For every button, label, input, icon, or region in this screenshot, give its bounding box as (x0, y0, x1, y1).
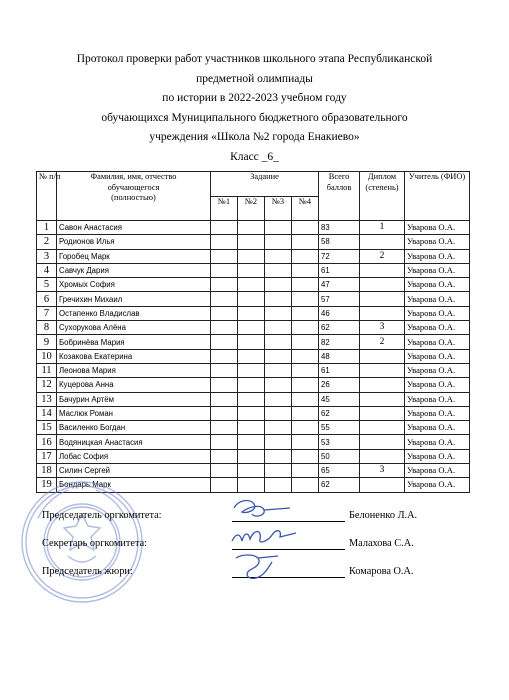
total-score: 26 (319, 378, 360, 392)
student-name: Силин Сергей (57, 464, 211, 478)
table-row (37, 306, 470, 320)
task-2-score (238, 378, 265, 392)
student-name: Горобец Марк (57, 249, 211, 263)
student-name: Хромых София (57, 278, 211, 292)
diploma-degree (360, 435, 405, 449)
task-1-score (211, 335, 238, 349)
task-4-score (292, 392, 319, 406)
teacher-name: Уварова О.А. (405, 435, 470, 449)
header-name (57, 172, 211, 221)
task-1-score (211, 392, 238, 406)
task-4-score (292, 435, 319, 449)
task-3-score (265, 378, 292, 392)
task-4-score (292, 306, 319, 320)
task-4-score (292, 263, 319, 277)
row-number: 3 (37, 249, 57, 263)
task-4-score (292, 464, 319, 478)
task-1-score (211, 464, 238, 478)
total-score: 55 (319, 421, 360, 435)
student-name: Родионов Илья (57, 235, 211, 249)
total-score: 61 (319, 263, 360, 277)
row-number: 4 (37, 263, 57, 277)
student-name: Лобас София (57, 449, 211, 463)
row-number: 14 (37, 406, 57, 420)
header-name-line-2: обучающегося (107, 182, 160, 192)
task-1-score (211, 406, 238, 420)
task-4-score (292, 249, 319, 263)
teacher-name: Уварова О.А. (405, 335, 470, 349)
header-teacher: Учитель (ФИО) (405, 172, 470, 221)
table-body (37, 221, 470, 493)
diploma-degree (360, 263, 405, 277)
task-2-score (238, 278, 265, 292)
task-1-score (211, 292, 238, 306)
task-4-score (292, 335, 319, 349)
row-number: 2 (37, 235, 57, 249)
task-1-score (211, 263, 238, 277)
table-row (37, 406, 470, 420)
task-2-score (238, 292, 265, 306)
teacher-name: Уварова О.А. (405, 292, 470, 306)
task-2-score (238, 235, 265, 249)
task-2-score (238, 221, 265, 235)
table-row (37, 278, 470, 292)
total-score: 83 (319, 221, 360, 235)
task-3-score (265, 421, 292, 435)
diploma-degree (360, 349, 405, 363)
task-4-score (292, 278, 319, 292)
student-name: Леонова Мария (57, 363, 211, 377)
header-num: № п/п (37, 172, 57, 221)
total-score: 62 (319, 478, 360, 492)
task-2-score (238, 406, 265, 420)
total-score: 62 (319, 406, 360, 420)
row-number: 5 (37, 278, 57, 292)
task-3-score (265, 235, 292, 249)
task-1-score (211, 363, 238, 377)
task-2-score (238, 421, 265, 435)
teacher-name: Уварова О.А. (405, 221, 470, 235)
task-3-score (265, 335, 292, 349)
task-2-score (238, 363, 265, 377)
header-line-1: Протокол проверки работ участников школьного этапа Республиканской (76, 53, 433, 65)
task-1-score (211, 249, 238, 263)
task-2-score (238, 263, 265, 277)
diploma-degree (360, 292, 405, 306)
diploma-degree (360, 392, 405, 406)
teacher-name: Уварова О.А. (405, 321, 470, 335)
diploma-degree (360, 478, 405, 492)
task-3-score (265, 478, 292, 492)
total-score: 53 (319, 435, 360, 449)
teacher-name: Уварова О.А. (405, 263, 470, 277)
header-name-line-1: Фамилия, имя, отчество (90, 172, 177, 181)
row-number: 8 (37, 321, 57, 335)
student-name: Гречихин Михаил (57, 292, 211, 306)
task-4-score (292, 449, 319, 463)
student-name: Василенко Богдан (57, 421, 211, 435)
task-3-score (265, 363, 292, 377)
table-row (37, 449, 470, 463)
total-score: 61 (319, 363, 360, 377)
total-score: 46 (319, 306, 360, 320)
row-number: 16 (37, 435, 57, 449)
student-name: Маслюк Роман (57, 406, 211, 420)
row-number: 15 (37, 421, 57, 435)
header-diploma (360, 172, 405, 221)
student-name: Бондарь Марк (57, 478, 211, 492)
student-name: Водяницкая Анастасия (57, 435, 211, 449)
task-4-score (292, 363, 319, 377)
table-row (37, 321, 470, 335)
task-4-score (292, 349, 319, 363)
teacher-name: Уварова О.А. (405, 464, 470, 478)
task-2-score (238, 464, 265, 478)
task-3-score (265, 321, 292, 335)
task-2-score (238, 349, 265, 363)
teacher-name: Уварова О.А. (405, 392, 470, 406)
task-1-score (211, 306, 238, 320)
teacher-name: Уварова О.А. (405, 406, 470, 420)
row-number: 11 (37, 363, 57, 377)
diploma-degree: 3 (360, 321, 405, 335)
task-2-score (238, 249, 265, 263)
table-row (37, 349, 470, 363)
student-name: Куцерова Анна (57, 378, 211, 392)
total-score: 62 (319, 321, 360, 335)
signature-person: Малахова С.А. (349, 538, 414, 549)
teacher-name: Уварова О.А. (405, 278, 470, 292)
student-name: Козакова Екатерина (57, 349, 211, 363)
document-header (0, 50, 509, 168)
results-table (36, 171, 470, 493)
diploma-degree: 3 (360, 464, 405, 478)
task-3-score (265, 406, 292, 420)
row-number: 19 (37, 478, 57, 492)
signature-role: Секретарь оргкомитета: (42, 538, 148, 549)
student-name: Савчук Дария (57, 263, 211, 277)
diploma-degree: 2 (360, 249, 405, 263)
total-score: 45 (319, 392, 360, 406)
header-task: Задание (211, 172, 319, 197)
row-number: 10 (37, 349, 57, 363)
student-name: Савон Анастасия (57, 221, 211, 235)
header-line-3: по истории в 2022-2023 учебном году (162, 92, 347, 105)
diploma-degree (360, 406, 405, 420)
header-total-line-1: Всего (328, 172, 350, 181)
task-1-score (211, 449, 238, 463)
task-3-score (265, 435, 292, 449)
task-1-score (211, 278, 238, 292)
teacher-name: Уварова О.А. (405, 478, 470, 492)
teacher-name: Уварова О.А. (405, 449, 470, 463)
total-score: 72 (319, 249, 360, 263)
teacher-name: Уварова О.А. (405, 235, 470, 249)
class-label: Класс _6_ (230, 150, 279, 163)
diploma-degree (360, 278, 405, 292)
task-3-score (265, 292, 292, 306)
student-name: Бобринёва Мария (57, 335, 211, 349)
task-4-score (292, 321, 319, 335)
task-4-score (292, 421, 319, 435)
task-4-score (292, 378, 319, 392)
teacher-name: Уварова О.А. (405, 363, 470, 377)
total-score: 48 (319, 349, 360, 363)
header-name-line-3: (полностью) (111, 193, 156, 202)
table-row (37, 235, 470, 249)
header-line-2: предметной олимпиады (196, 72, 313, 85)
task-3-score (265, 263, 292, 277)
task-2-score (238, 321, 265, 335)
task-4-score (292, 221, 319, 235)
row-number: 17 (37, 449, 57, 463)
table-row (37, 392, 470, 406)
total-score: 58 (319, 235, 360, 249)
task-2-score (238, 435, 265, 449)
teacher-name: Уварова О.А. (405, 421, 470, 435)
signature-role: Председатель оргкомитета: (42, 510, 162, 521)
student-name: Сухорукова Алёна (57, 321, 211, 335)
task-3-score (265, 392, 292, 406)
task-1-score (211, 235, 238, 249)
signature-person: Комарова О.А. (349, 566, 414, 577)
task-3-score (265, 464, 292, 478)
teacher-name: Уварова О.А. (405, 378, 470, 392)
student-name: Остапенко Владислав (57, 306, 211, 320)
diploma-degree (360, 378, 405, 392)
task-2-score (238, 392, 265, 406)
task-1-score (211, 435, 238, 449)
handwritten-signature-jury (228, 550, 288, 584)
header-diploma-line-1: Диплом (367, 172, 397, 181)
task-4-score (292, 478, 319, 492)
diploma-degree (360, 363, 405, 377)
task-1-score (211, 478, 238, 492)
teacher-name: Уварова О.А. (405, 249, 470, 263)
task-3-score (265, 278, 292, 292)
row-number: 13 (37, 392, 57, 406)
task-2-score (238, 306, 265, 320)
task-4-score (292, 292, 319, 306)
table-row (37, 292, 470, 306)
task-3-score (265, 449, 292, 463)
signature-role: Председатель жюри: (42, 566, 133, 577)
header-line-4: обучающихся Муниципального бюджетного образовательного (101, 111, 408, 124)
row-number: 7 (37, 306, 57, 320)
task-4-score (292, 406, 319, 420)
total-score: 82 (319, 335, 360, 349)
header-task-2: №2 (238, 197, 265, 221)
total-score: 57 (319, 292, 360, 306)
table-row (37, 263, 470, 277)
teacher-name: Уварова О.А. (405, 306, 470, 320)
signature-person: Белоненко Л.А. (349, 510, 418, 521)
task-2-score (238, 335, 265, 349)
diploma-degree: 2 (360, 335, 405, 349)
task-1-score (211, 349, 238, 363)
header-total (319, 172, 360, 221)
header-diploma-line-2: (степень) (365, 182, 399, 192)
task-3-score (265, 306, 292, 320)
student-name: Бачурин Артём (57, 392, 211, 406)
handwritten-signature-secretary (228, 523, 300, 553)
diploma-degree (360, 235, 405, 249)
row-number: 12 (37, 378, 57, 392)
task-3-score (265, 349, 292, 363)
diploma-degree (360, 449, 405, 463)
total-score: 50 (319, 449, 360, 463)
row-number: 18 (37, 464, 57, 478)
total-score: 47 (319, 278, 360, 292)
diploma-degree: 1 (360, 221, 405, 235)
total-score: 65 (319, 464, 360, 478)
task-4-score (292, 235, 319, 249)
header-task-1: №1 (211, 197, 238, 221)
header-task-3: №3 (265, 197, 292, 221)
table-row (37, 221, 470, 235)
table-row (37, 363, 470, 377)
task-1-score (211, 421, 238, 435)
header-line-5: учреждения «Школа №2 города Енакиево» (149, 131, 360, 144)
task-2-score (238, 449, 265, 463)
header-task-4: №4 (292, 197, 319, 221)
table-row (37, 249, 470, 263)
row-number: 9 (37, 335, 57, 349)
table-row (37, 421, 470, 435)
task-1-score (211, 321, 238, 335)
task-3-score (265, 249, 292, 263)
teacher-name: Уварова О.А. (405, 349, 470, 363)
row-number: 6 (37, 292, 57, 306)
table-row (37, 435, 470, 449)
diploma-degree (360, 306, 405, 320)
table-row (37, 378, 470, 392)
handwritten-signature-chairman (228, 496, 298, 524)
table-row (37, 335, 470, 349)
task-2-score (238, 478, 265, 492)
task-1-score (211, 221, 238, 235)
row-number: 1 (37, 221, 57, 235)
task-1-score (211, 378, 238, 392)
diploma-degree (360, 421, 405, 435)
task-3-score (265, 221, 292, 235)
header-total-line-2: баллов (326, 182, 352, 192)
table-row (37, 464, 470, 478)
